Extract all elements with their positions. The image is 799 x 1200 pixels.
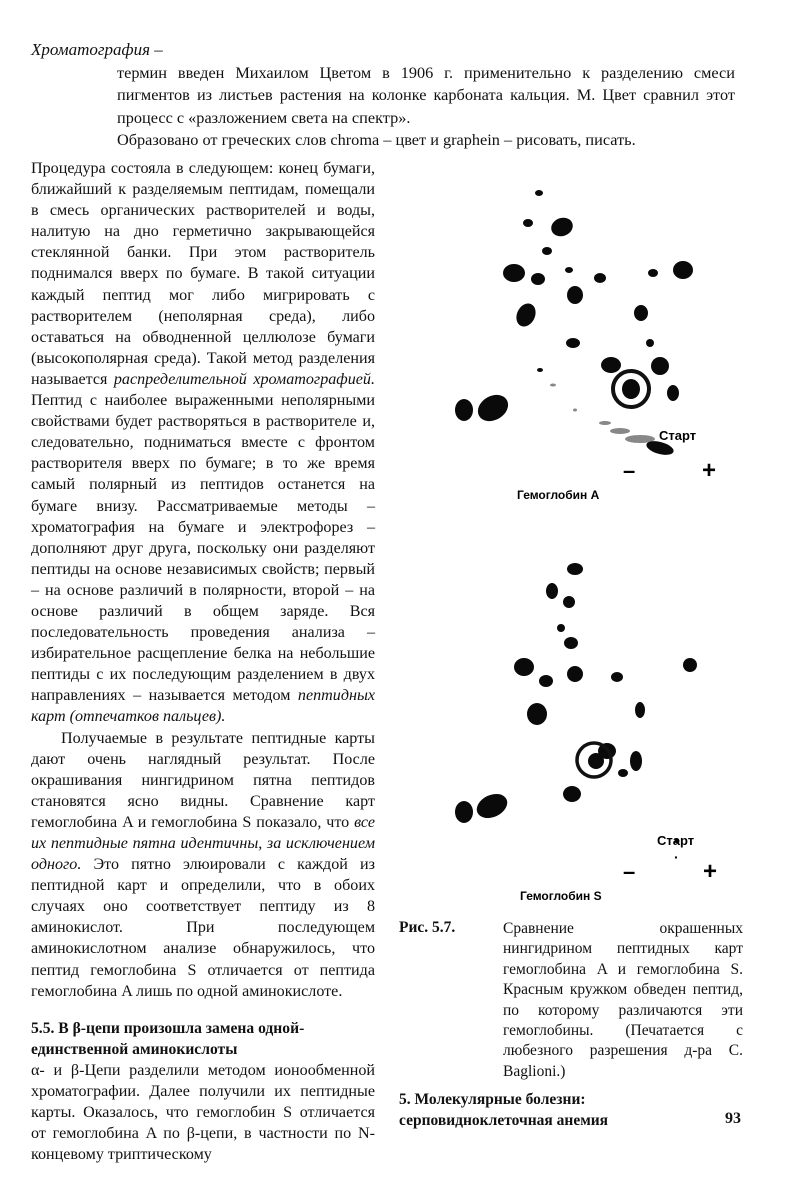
figure-caption-text: Сравнение окрашенных нингидрином пептидных карт гемоглобина A и гемоглобина S. Красным кружком обведен пептид, по которому различаются эти гемоглобины. (Печатается с любезного разрешения д-ра C. Baglioni.) (503, 920, 743, 1080)
plus-sign-a: + (702, 457, 717, 484)
glossary-etymology: Образовано от греческих слов chroma – цвет и graphein – рисовать, писать. (117, 130, 636, 150)
paragraph-3: α- и β-Цепи разделили методом ионообменной хроматографии. Далее получили их пептидные карты. Оказалось, что гемоглобин S отличается от гемоглобина A по β-цепи, в частности по N-концевому триптическому (31, 1061, 375, 1164)
start-label-s: Старт (657, 833, 695, 848)
p2-emphasis: все их пептидные пятна идентичны, за исключением одного. (31, 813, 375, 874)
body-column (31, 158, 375, 1165)
start-dot-s: · (674, 849, 679, 865)
chapter-running-head: 5. Молекулярные болезни: серповидноклеточная анемия (399, 1091, 609, 1129)
p2-text-b: Это пятно элюировали с каждой из пептидной карт и определили, что в обоих случаях оно соответствует пептиду из 8 аминокислот. При последующем аминокислотном анализе обнаружилось, что пептид гемоглобина S отличается от пептида гемоглобина A лишь по одной аминокислоте. (31, 856, 375, 1000)
figure-caption-label: Рис. 5.7. (399, 919, 456, 936)
section-heading: 5.5. В β-цепи произошла замена одной-единственной аминокислоты (31, 1019, 305, 1058)
peptide-map-figure (395, 165, 745, 900)
map-hemoglobin-a (455, 190, 693, 457)
plus-sign-s: + (703, 858, 718, 885)
start-label-a: Старт (659, 428, 697, 443)
hemoglobin-a-label: Гемоглобин А (517, 488, 600, 502)
glossary-definition-text: термин введен Михаилом Цветом в 1906 г. применительно к разделению смеси пигментов из листьев растения на колонке карбоната кальция. М. Цвет сравнил этот процесс с «разложением света на спектр». (117, 63, 735, 127)
minus-sign-a: – (623, 458, 636, 483)
p2-text-a: Получаемые в результате пептидные карты дают очень наглядный результат. После окрашивания нингидрином пятна пептидов становятся ясно видны. Сравнение карт гемоглобина A и гемоглобина S показало, что (31, 729, 375, 831)
paragraph-2 (31, 728, 375, 1002)
p1-emphasis-1: распределительной хроматографией. (113, 370, 375, 388)
p1-text-a: Процедура состояла в следующем: конец бумаги, ближайший к разделяемым пептидам, помещали в смесь органических растворителей и воды, налитую на дно герметично закрывающейся стеклянной банки. При этом растворитель поднимался вверх по бумаге. В такой ситуации каждый пептид мог либо мигрировать с растворителем (неполярная среда), либо оставаться на обводненной целлюлозе бумаги (высокополярная среда). Такой метод разделения называется (31, 160, 375, 388)
peptide-maps-svg (395, 165, 745, 900)
glossary-definition (117, 62, 735, 152)
marked-peptide-spot-a (622, 379, 640, 399)
map-hemoglobin-s (455, 563, 697, 844)
paragraph-1 (31, 158, 375, 728)
hemoglobin-s-label: Гемоглобин S (520, 889, 602, 900)
glossary-term: Хроматография – (31, 40, 163, 59)
p1-text-b: Пептид с наиболее выраженными неполярными свойствами будет растворяться в растворителе и, следовательно, подниматься вместе с фронтом растворителя вверх по бумаге; в то же время самый полярный из пептидов останется на бумаге внизу. Рассматриваемые методы – хроматография на бумаге и электрофорез – дополняют друг друга, поскольку они разделяют пептиды на основе независимых свойств; первый – на основе различий в полярности, второй – на основе различий в общем заряде. Вся последовательность проведения анализа – избирательное расщепление белка на небольшие пептиды с их последующим разделением в двух направлениях – называется методом (31, 392, 375, 705)
p1-emphasis-2: пептидных карт (отпечатков пальцев). (31, 687, 375, 726)
marked-peptide-spot-s (588, 753, 604, 769)
page-number: 93 (725, 1110, 741, 1127)
minus-sign-s: – (623, 859, 636, 884)
